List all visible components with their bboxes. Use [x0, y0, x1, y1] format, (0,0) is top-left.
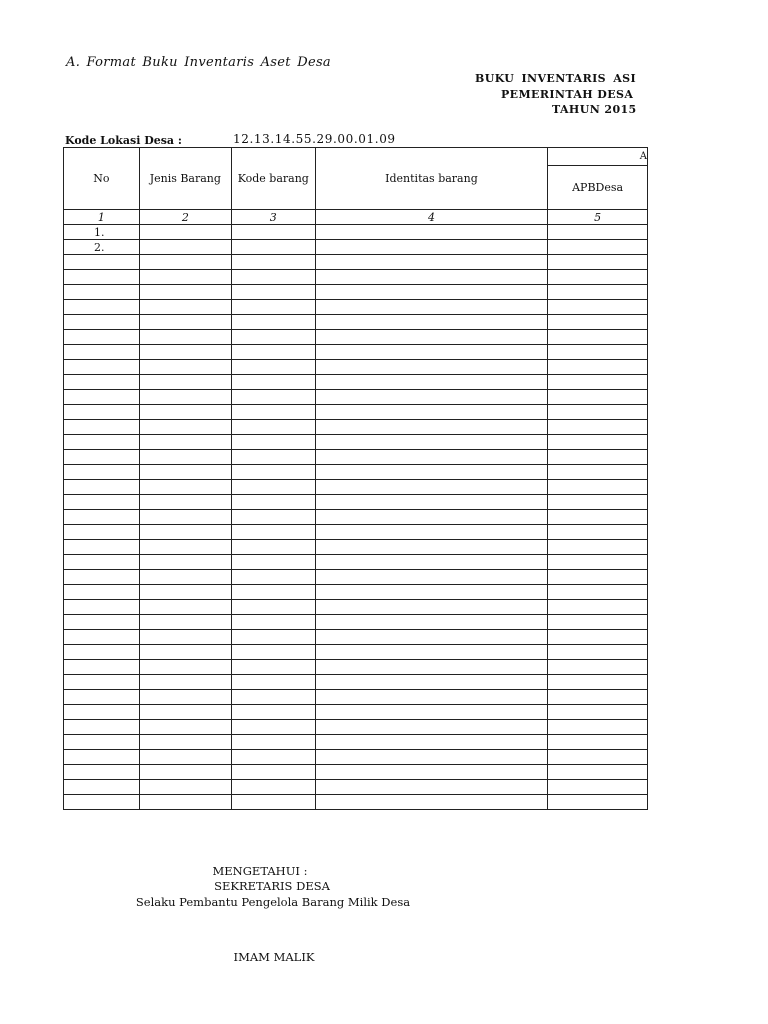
- table-cell: [231, 525, 315, 540]
- table-cell: [315, 240, 547, 255]
- table-row: [64, 660, 648, 675]
- table-row: [64, 780, 648, 795]
- row-number-cell: [64, 705, 140, 720]
- row-number-cell: [64, 330, 140, 345]
- table-cell: [139, 540, 231, 555]
- table-cell: [548, 765, 648, 780]
- group-header-asal: A: [548, 148, 648, 166]
- row-number-cell: [64, 255, 140, 270]
- table-cell: [139, 765, 231, 780]
- table-row: [64, 345, 648, 360]
- table-cell: [548, 255, 648, 270]
- table-cell: [231, 600, 315, 615]
- table-cell: [315, 495, 547, 510]
- table-cell: [231, 570, 315, 585]
- table-cell: [548, 510, 648, 525]
- table-cell: [231, 585, 315, 600]
- table-cell: [139, 270, 231, 285]
- table-row: [64, 645, 648, 660]
- table-cell: [231, 645, 315, 660]
- table-row: [64, 705, 648, 720]
- table-cell: [315, 390, 547, 405]
- table-cell: [139, 375, 231, 390]
- table-cell: [548, 480, 648, 495]
- row-number-cell: [64, 600, 140, 615]
- table-cell: [139, 705, 231, 720]
- table-row: [64, 405, 648, 420]
- table-row: [64, 765, 648, 780]
- table-cell: [139, 390, 231, 405]
- table-cell: [139, 480, 231, 495]
- table-cell: [315, 450, 547, 465]
- row-number-cell: [64, 660, 140, 675]
- table-cell: [315, 750, 547, 765]
- row-number-cell: [64, 270, 140, 285]
- table-row: [64, 420, 648, 435]
- table-cell: [231, 435, 315, 450]
- table-cell: [315, 435, 547, 450]
- col-header-kode-barang: Kode barang: [231, 148, 315, 210]
- col-header-no: No: [64, 148, 140, 210]
- table-cell: [139, 360, 231, 375]
- table-cell: [231, 705, 315, 720]
- row-number-cell: [64, 750, 140, 765]
- table-row: [64, 390, 648, 405]
- table-cell: [139, 330, 231, 345]
- row-number-cell: [64, 555, 140, 570]
- table-cell: [548, 240, 648, 255]
- table-row: [64, 465, 648, 480]
- col-header-jenis-barang: Jenis Barang: [139, 148, 231, 210]
- table-cell: [231, 330, 315, 345]
- table-row: [64, 525, 648, 540]
- table-cell: [139, 345, 231, 360]
- table-cell: [139, 465, 231, 480]
- table-cell: [315, 645, 547, 660]
- row-number-cell: [64, 540, 140, 555]
- table-row: [64, 225, 648, 240]
- table-cell: [139, 780, 231, 795]
- table-cell: [315, 300, 547, 315]
- table-cell: [548, 405, 648, 420]
- table-cell: [315, 795, 547, 810]
- table-cell: [231, 240, 315, 255]
- table-cell: [548, 285, 648, 300]
- table-cell: [231, 450, 315, 465]
- col-header-apbdesa: APBDesa: [548, 166, 648, 210]
- table-cell: [548, 540, 648, 555]
- table-cell: [139, 525, 231, 540]
- table-cell: [231, 285, 315, 300]
- table-cell: [231, 615, 315, 630]
- table-cell: [231, 225, 315, 240]
- table-cell: [315, 690, 547, 705]
- table-cell: [231, 720, 315, 735]
- table-cell: [139, 675, 231, 690]
- row-number-cell: [64, 510, 140, 525]
- table-cell: [315, 255, 547, 270]
- table-cell: [315, 525, 547, 540]
- table-cell: [139, 570, 231, 585]
- table-cell: [139, 225, 231, 240]
- table-cell: [139, 555, 231, 570]
- table-cell: [139, 420, 231, 435]
- table-cell: [548, 735, 648, 750]
- table-cell: [231, 390, 315, 405]
- column-number: 3: [231, 210, 315, 225]
- table-row: [64, 720, 648, 735]
- row-number-cell: [64, 690, 140, 705]
- table-cell: [139, 585, 231, 600]
- table-cell: [315, 330, 547, 345]
- table-cell: [139, 645, 231, 660]
- table-cell: [231, 765, 315, 780]
- table-cell: [139, 435, 231, 450]
- table-row: [64, 735, 648, 750]
- table-cell: [139, 735, 231, 750]
- table-cell: [139, 750, 231, 765]
- row-number-cell: [64, 465, 140, 480]
- table-cell: [139, 660, 231, 675]
- table-row: [64, 795, 648, 810]
- table-cell: [315, 540, 547, 555]
- table-cell: [231, 780, 315, 795]
- table-cell: [315, 345, 547, 360]
- table-cell: [315, 630, 547, 645]
- row-number-cell: [64, 780, 140, 795]
- footer-signatory-name: IMAM MALIK: [233, 950, 315, 964]
- row-number-cell: [64, 495, 140, 510]
- table-row: [64, 300, 648, 315]
- row-number-cell: [64, 795, 140, 810]
- table-cell: [315, 705, 547, 720]
- table-cell: [139, 495, 231, 510]
- table-cell: [548, 300, 648, 315]
- table-cell: [315, 405, 547, 420]
- table-cell: [139, 255, 231, 270]
- inventory-table: [63, 147, 648, 810]
- table-cell: [231, 660, 315, 675]
- table-cell: [315, 765, 547, 780]
- row-number-cell: 2.: [64, 240, 140, 255]
- table-row: [64, 285, 648, 300]
- table-cell: [548, 780, 648, 795]
- column-number-row: [64, 210, 648, 225]
- table-cell: [548, 420, 648, 435]
- header-row-top: [64, 148, 648, 166]
- table-cell: [548, 750, 648, 765]
- table-cell: [231, 345, 315, 360]
- row-number-cell: [64, 405, 140, 420]
- row-number-cell: [64, 480, 140, 495]
- table-cell: [548, 645, 648, 660]
- row-number-cell: [64, 735, 140, 750]
- table-cell: [139, 285, 231, 300]
- table-cell: [548, 465, 648, 480]
- table-cell: [231, 255, 315, 270]
- table-cell: [139, 510, 231, 525]
- year-label: TAHUN 2015: [552, 103, 637, 116]
- table-cell: [548, 615, 648, 630]
- table-cell: [231, 375, 315, 390]
- table-cell: [315, 660, 547, 675]
- table-cell: [231, 555, 315, 570]
- table-row: [64, 585, 648, 600]
- row-number-cell: [64, 720, 140, 735]
- table-cell: [548, 495, 648, 510]
- table-cell: [231, 465, 315, 480]
- table-cell: [139, 240, 231, 255]
- table-cell: [548, 570, 648, 585]
- table-cell: [231, 630, 315, 645]
- table-cell: [315, 735, 547, 750]
- table-cell: [231, 300, 315, 315]
- table-cell: [139, 690, 231, 705]
- table-cell: [548, 690, 648, 705]
- table-row: [64, 630, 648, 645]
- row-number-cell: [64, 390, 140, 405]
- table-row: [64, 375, 648, 390]
- table-cell: [315, 480, 547, 495]
- table-row: [64, 240, 648, 255]
- row-number-cell: 1.: [64, 225, 140, 240]
- table-row: [64, 570, 648, 585]
- footer-keterangan: Selaku Pembantu Pengelola Barang Milik Desa: [135, 895, 411, 909]
- table-cell: [548, 270, 648, 285]
- table-cell: [548, 525, 648, 540]
- table-cell: [315, 270, 547, 285]
- table-cell: [315, 555, 547, 570]
- table-cell: [139, 720, 231, 735]
- table-row: [64, 330, 648, 345]
- table-cell: [315, 600, 547, 615]
- table-cell: [315, 510, 547, 525]
- table-cell: [315, 780, 547, 795]
- table-cell: [315, 225, 547, 240]
- table-cell: [315, 615, 547, 630]
- table-cell: [231, 405, 315, 420]
- table-cell: [548, 435, 648, 450]
- table-row: [64, 600, 648, 615]
- row-number-cell: [64, 675, 140, 690]
- table-cell: [231, 735, 315, 750]
- table-cell: [231, 315, 315, 330]
- column-number: 5: [548, 210, 648, 225]
- table-cell: [231, 540, 315, 555]
- table-cell: [139, 630, 231, 645]
- table-cell: [548, 720, 648, 735]
- row-number-cell: [64, 765, 140, 780]
- table-cell: [139, 600, 231, 615]
- row-number-cell: [64, 420, 140, 435]
- table-cell: [548, 675, 648, 690]
- table-cell: [231, 750, 315, 765]
- table-row: [64, 435, 648, 450]
- table-row: [64, 270, 648, 285]
- table-cell: [231, 795, 315, 810]
- column-number: 1: [64, 210, 140, 225]
- table-cell: [548, 345, 648, 360]
- table-cell: [548, 450, 648, 465]
- table-row: [64, 615, 648, 630]
- table-cell: [139, 795, 231, 810]
- table-cell: [548, 330, 648, 345]
- table-cell: [315, 375, 547, 390]
- table-cell: [548, 630, 648, 645]
- table-cell: [315, 420, 547, 435]
- table-row: [64, 450, 648, 465]
- kode-lokasi-value: 12.13.14.55.29.00.01.09: [233, 132, 396, 146]
- table-cell: [548, 795, 648, 810]
- row-number-cell: [64, 450, 140, 465]
- table-cell: [315, 585, 547, 600]
- table-cell: [548, 375, 648, 390]
- row-number-cell: [64, 345, 140, 360]
- row-number-cell: [64, 375, 140, 390]
- table-cell: [139, 615, 231, 630]
- row-number-cell: [64, 360, 140, 375]
- table-row: [64, 255, 648, 270]
- table-cell: [548, 555, 648, 570]
- table-cell: [139, 405, 231, 420]
- table-cell: [548, 660, 648, 675]
- table-row: [64, 555, 648, 570]
- table-cell: [315, 315, 547, 330]
- table-cell: [139, 315, 231, 330]
- section-title: A. Format Buku Inventaris Aset Desa: [66, 55, 331, 70]
- table-row: [64, 540, 648, 555]
- table-cell: [139, 300, 231, 315]
- table-cell: [548, 315, 648, 330]
- table-cell: [231, 495, 315, 510]
- footer-jabatan: SEKRETARIS DESA: [214, 879, 330, 893]
- col-header-identitas-barang: Identitas barang: [315, 148, 547, 210]
- table-row: [64, 675, 648, 690]
- table-row: [64, 495, 648, 510]
- document-title: BUKU INVENTARIS ASI: [475, 72, 637, 85]
- table-cell: [548, 705, 648, 720]
- table-cell: [231, 690, 315, 705]
- table-cell: [315, 720, 547, 735]
- row-number-cell: [64, 585, 140, 600]
- table-cell: [548, 585, 648, 600]
- column-number: 2: [139, 210, 231, 225]
- table-cell: [548, 360, 648, 375]
- table-cell: [315, 285, 547, 300]
- table-cell: [231, 675, 315, 690]
- table-row: [64, 690, 648, 705]
- row-number-cell: [64, 435, 140, 450]
- table-row: [64, 510, 648, 525]
- table-cell: [231, 420, 315, 435]
- table-row: [64, 315, 648, 330]
- kode-lokasi-label: Kode Lokasi Desa :: [65, 134, 182, 147]
- table-row: [64, 360, 648, 375]
- row-number-cell: [64, 630, 140, 645]
- table-cell: [231, 480, 315, 495]
- row-number-cell: [64, 315, 140, 330]
- table-cell: [315, 360, 547, 375]
- table-cell: [231, 270, 315, 285]
- row-number-cell: [64, 285, 140, 300]
- table-cell: [548, 225, 648, 240]
- row-number-cell: [64, 570, 140, 585]
- row-number-cell: [64, 525, 140, 540]
- row-number-cell: [64, 645, 140, 660]
- footer-mengetahui: MENGETAHUI :: [212, 864, 308, 878]
- table-cell: [139, 450, 231, 465]
- government-name: PEMERINTAH DESA: [501, 88, 634, 101]
- column-number: 4: [315, 210, 547, 225]
- table-cell: [315, 465, 547, 480]
- row-number-cell: [64, 615, 140, 630]
- table-row: [64, 750, 648, 765]
- table-cell: [231, 510, 315, 525]
- table-row: [64, 480, 648, 495]
- table-cell: [548, 390, 648, 405]
- table-cell: [315, 570, 547, 585]
- table-cell: [231, 360, 315, 375]
- row-number-cell: [64, 300, 140, 315]
- table-cell: [548, 600, 648, 615]
- table-cell: [315, 675, 547, 690]
